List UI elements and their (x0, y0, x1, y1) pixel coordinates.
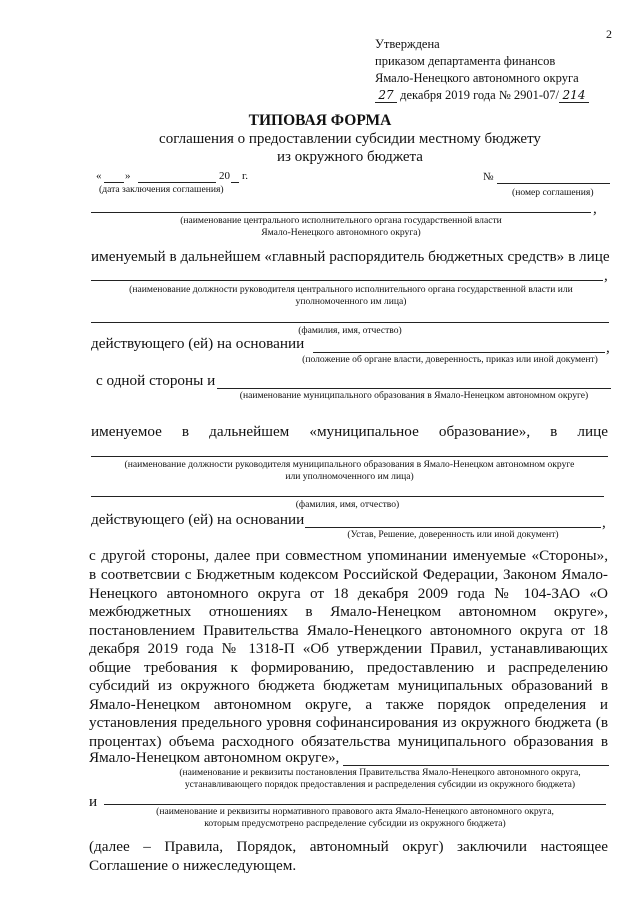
one-side-text: с одной стороны и (96, 372, 216, 389)
normative-act-caption-2: которым предусмотрено распределение субсидии из окружного бюджета) (204, 818, 506, 829)
head-position-field (91, 280, 603, 281)
agreement-number-caption: (номер соглашения) (512, 187, 594, 198)
named-municipality-word: в (550, 423, 558, 440)
title-subtitle-1: соглашения о предоставлении субсидии местному бюджету (159, 131, 541, 147)
date-month-field (138, 182, 216, 183)
page-number: 2 (606, 27, 612, 41)
approval-line-2: приказом департамента финансов (375, 54, 556, 68)
closing-word: автономный (309, 838, 389, 855)
municipal-head-position-field (91, 456, 608, 457)
approval-day (375, 88, 397, 103)
closing-word: Порядок, (236, 838, 297, 855)
acting-basis-text: действующего (ей) на основании (91, 335, 305, 352)
approval-number-handwritten: 214 (562, 88, 586, 102)
authority-name-caption-2: Ямало-Ненецкого автономного округа) (261, 227, 421, 238)
head-fio-field (91, 322, 609, 323)
acting-basis-caption-2: (Устав, Решение, доверенность или иной документ) (347, 529, 559, 540)
date-year-prefix: 20 (219, 170, 230, 182)
and-text: и (89, 793, 98, 810)
municipality-name-caption: (наименование муниципального образования в Ямало-Ненецком автономном округе) (239, 390, 589, 401)
comma: , (606, 339, 610, 356)
acting-basis-field-2 (305, 527, 601, 528)
comma: , (593, 200, 597, 217)
paragraph-line: с другой стороны, далее при совместном упоминании именуемые «Стороны», (89, 547, 608, 564)
municipal-head-position-caption: (наименование должности руководителя муниципального образования в Ямало-Ненецком автономном округе (124, 459, 575, 470)
paragraph-line: декабря 2019 года № 1318-П «Об утверждении Правил, устанавливающих (89, 640, 608, 657)
authority-name-field (91, 212, 591, 213)
closing-line-2: Соглашение о нижеследующем. (89, 857, 297, 874)
paragraph-line: межбюджетных отношениях в Ямало-Ненецком автономном округе», (89, 603, 608, 620)
paragraph-line: субсидий из окружного бюджета бюджетам муниципальных образований в (89, 677, 608, 694)
acting-basis-caption: (положение об органе власти, доверенность, приказ или иной документ) (302, 354, 598, 365)
page-title: ТИПОВАЯ ФОРМА (248, 112, 392, 129)
comma: , (604, 267, 608, 284)
named-municipality-word: лице (577, 423, 608, 440)
approval-day-handwritten: 27 (378, 88, 394, 102)
title-subtitle-2: из окружного бюджета (277, 149, 423, 165)
municipal-head-fio-caption: (фамилия, имя, отчество) (295, 499, 400, 510)
normative-act-caption: (наименование и реквизиты нормативного правового акта Ямало-Ненецкого автономного округа, (156, 806, 554, 817)
closing-word: – (143, 838, 151, 855)
named-municipality-word: в (181, 423, 190, 440)
acting-basis-field (313, 352, 605, 353)
named-distributor-text: именуемый в дальнейшем «главный распорядитель бюджетных средств» в лице (91, 248, 610, 265)
resolution-caption: (наименование и реквизиты постановления Правительства Ямало-Ненецкого автономного округа, (179, 767, 581, 778)
named-municipality-word: образование», (438, 423, 531, 440)
municipal-head-position-caption-2: или уполномоченного им лица) (285, 471, 414, 482)
agreement-number-field (497, 183, 610, 184)
named-municipality-word: именуемое (91, 423, 162, 440)
date-day-field (104, 182, 124, 183)
paragraph-last-line: Ямало-Ненецком автономном округе», (89, 749, 340, 766)
date-quote-close: » (125, 170, 131, 182)
head-fio-caption: (фамилия, имя, отчество) (298, 325, 402, 336)
municipal-head-fio-field (91, 496, 604, 497)
approval-line-3: Ямало-Ненецкого автономного округа (375, 71, 579, 85)
date-quote-open: « (96, 170, 102, 182)
resolution-caption-2: устанавливающего порядок предоставления и распределения субсидии из окружного бюджета) (184, 779, 576, 790)
named-municipality-text (91, 423, 608, 441)
authority-name-caption: (наименование центрального исполнительного органа государственной власти (180, 215, 502, 226)
approval-line-1: Утверждена (375, 37, 440, 51)
closing-word: округ) (402, 838, 444, 855)
approval-date-text: декабря 2019 года № 2901-07/ (400, 88, 559, 102)
paragraph-line: в соответсвии с Бюджетным кодексом Российской Федерации, Законом Ямало- (89, 566, 608, 583)
date-year-suffix: г. (242, 170, 249, 182)
resolution-field (343, 765, 609, 766)
head-position-caption-2: уполномоченного им лица) (295, 296, 407, 307)
acting-basis-text-2: действующего (ей) на основании (91, 511, 305, 528)
paragraph-line: процентах) объема расходного обязательства муниципального образования в (89, 733, 608, 750)
closing-word: настоящее (540, 838, 608, 855)
named-municipality-word: «муниципальное (309, 423, 419, 440)
approval-date-line (375, 88, 589, 103)
paragraph-line: общие требования к формированию, предоставлению и распределению (89, 659, 608, 676)
closing-line (89, 838, 608, 856)
normative-act-field (104, 804, 606, 805)
paragraph-line: постановлением Правительства Ямало-Ненецкого автономного округа от 18 (89, 622, 608, 639)
paragraph-line: Ненецкого автономного округа от 18 декабря 2009 года № 104-ЗАО «О (89, 585, 608, 602)
closing-word: заключили (457, 838, 527, 855)
approval-number-field (559, 88, 589, 103)
agreement-number-sign: № (483, 171, 494, 183)
comma: , (602, 514, 606, 531)
municipality-name-field (217, 388, 611, 389)
paragraph-line: Ямало-Ненецком автономном округе, а также порядок определения и (89, 696, 608, 713)
date-caption: (дата заключения соглашения) (99, 184, 224, 195)
closing-word: Правила, (164, 838, 224, 855)
paragraph-line: установления предельного уровня софинансирования из окружного бюджета (в (89, 714, 608, 731)
named-municipality-word: дальнейшем (209, 423, 290, 440)
head-position-caption: (наименование должности руководителя центрального исполнительного органа государственной власти или (129, 284, 573, 295)
closing-word: (далее (89, 838, 130, 855)
date-year-field (231, 182, 239, 183)
